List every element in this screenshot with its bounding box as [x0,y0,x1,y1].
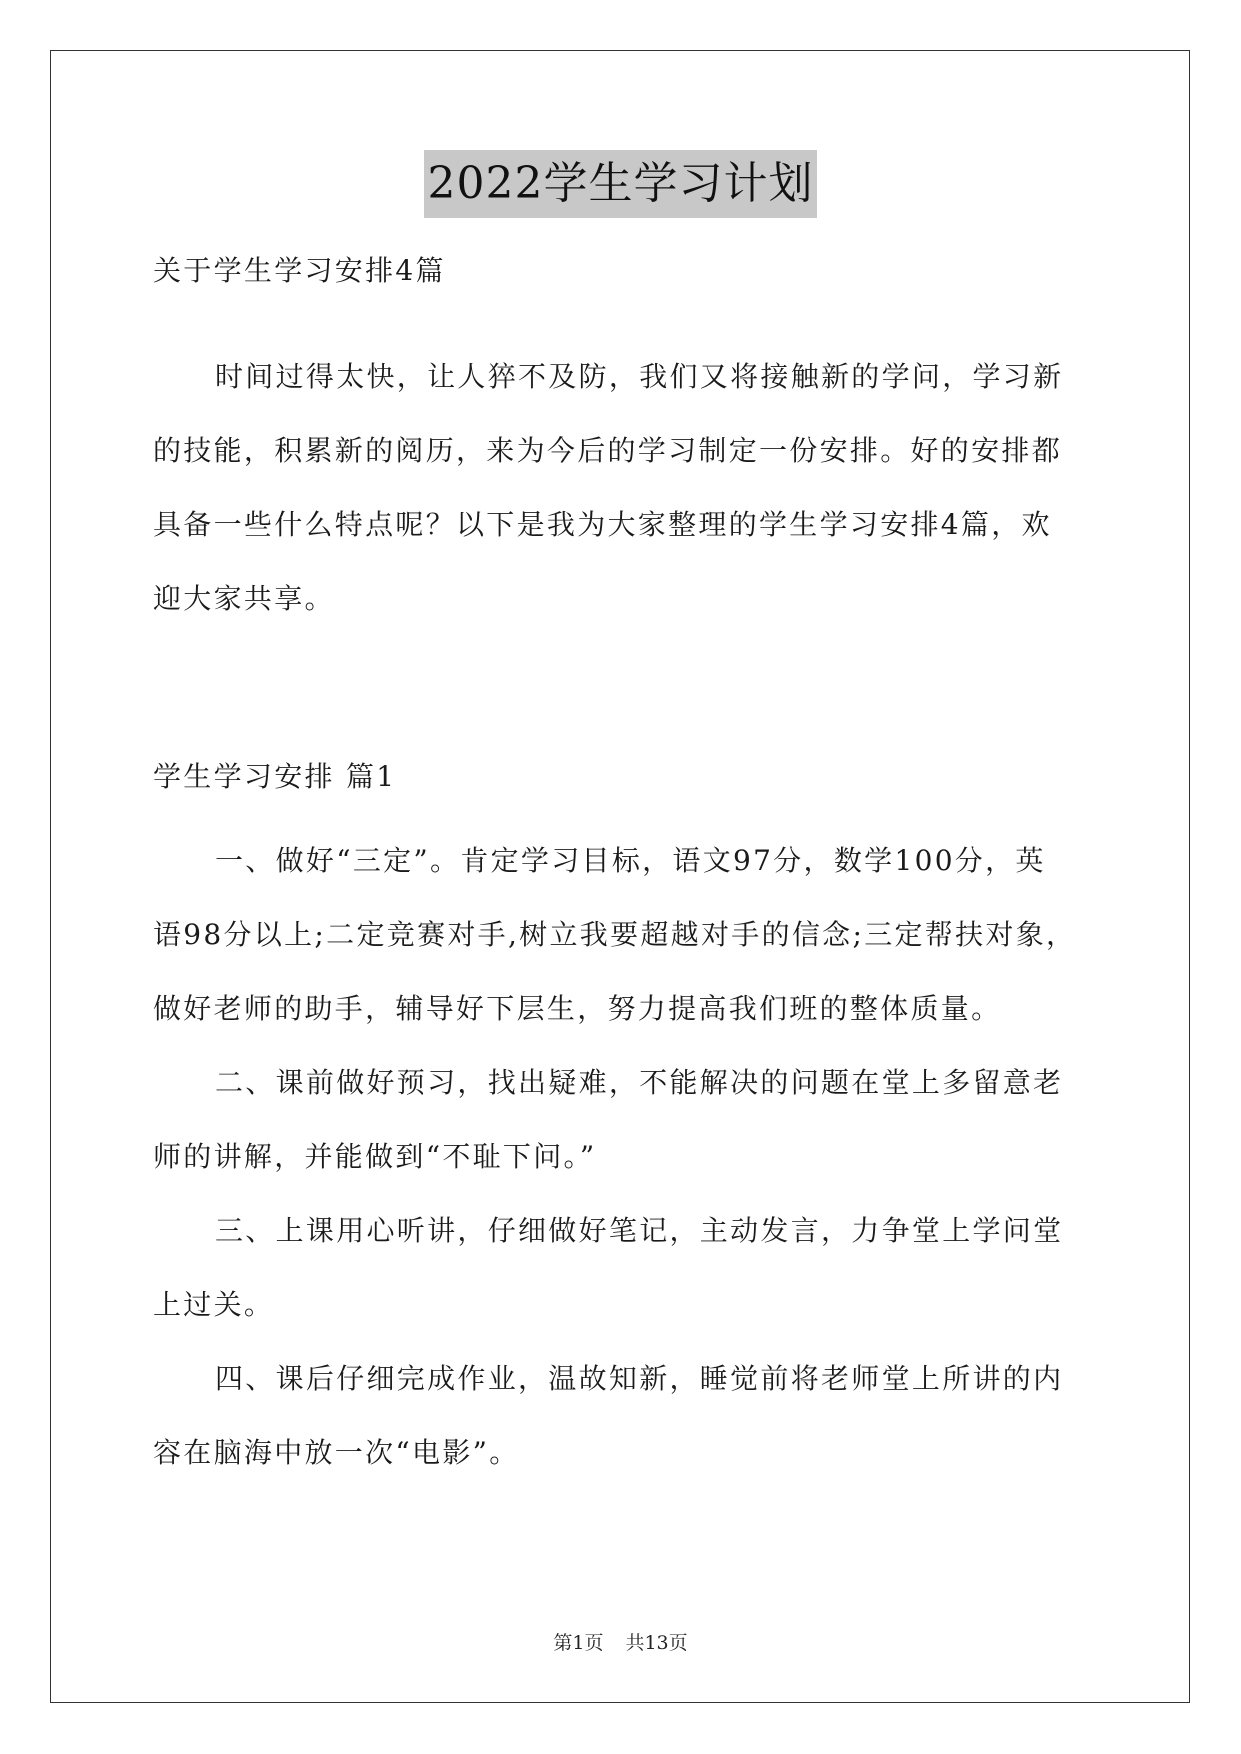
section-line: 语98分以上;二定竞赛对手,树立我要超越对手的信念;三定帮扶对象， [153,918,1077,951]
page-total: 共13页 [625,1632,688,1654]
section-line: 师的讲解，并能做到“不耻下问。” [153,1140,597,1173]
intro-line: 具备一些什么特点呢？以下是我为大家整理的学生学习安排4篇，欢 [153,508,1052,541]
section-line: 做好老师的助手，辅导好下层生，努力提高我们班的整体质量。 [153,992,1002,1025]
intro-line: 的技能，积累新的阅历，来为今后的学习制定一份安排。好的安排都 [153,434,1063,467]
section-line: 容在脑海中放一次“电影”。 [153,1436,520,1469]
intro-line: 迎大家共享。 [153,582,335,615]
title-container [0,150,1241,218]
section-heading: 学生学习安排 篇1 [153,760,397,793]
document-subtitle: 关于学生学习安排4篇 [153,254,446,287]
page-number: 第1页 [553,1632,604,1654]
section-line: 一、做好“三定”。肯定学习目标，语文97分，数学100分，英 [215,844,1046,877]
section-line: 三、上课用心听讲，仔细做好笔记，主动发言，力争堂上学问堂 [215,1214,1064,1247]
section-line: 二、课前做好预习，找出疑难，不能解决的问题在堂上多留意老 [215,1066,1064,1099]
intro-paragraph [153,340,1089,636]
intro-heading-block [153,234,1089,308]
intro-line: 时间过得太快，让人猝不及防，我们又将接触新的学问，学习新 [215,360,1064,393]
section-heading-block [153,740,1089,814]
section-line: 四、课后仔细完成作业，温故知新，睡觉前将老师堂上所讲的内 [215,1362,1064,1395]
document-title: 2022学生学习计划 [424,150,818,218]
section-body [153,824,1089,1490]
section-line: 上过关。 [153,1288,275,1321]
page-footer [0,1628,1241,1655]
